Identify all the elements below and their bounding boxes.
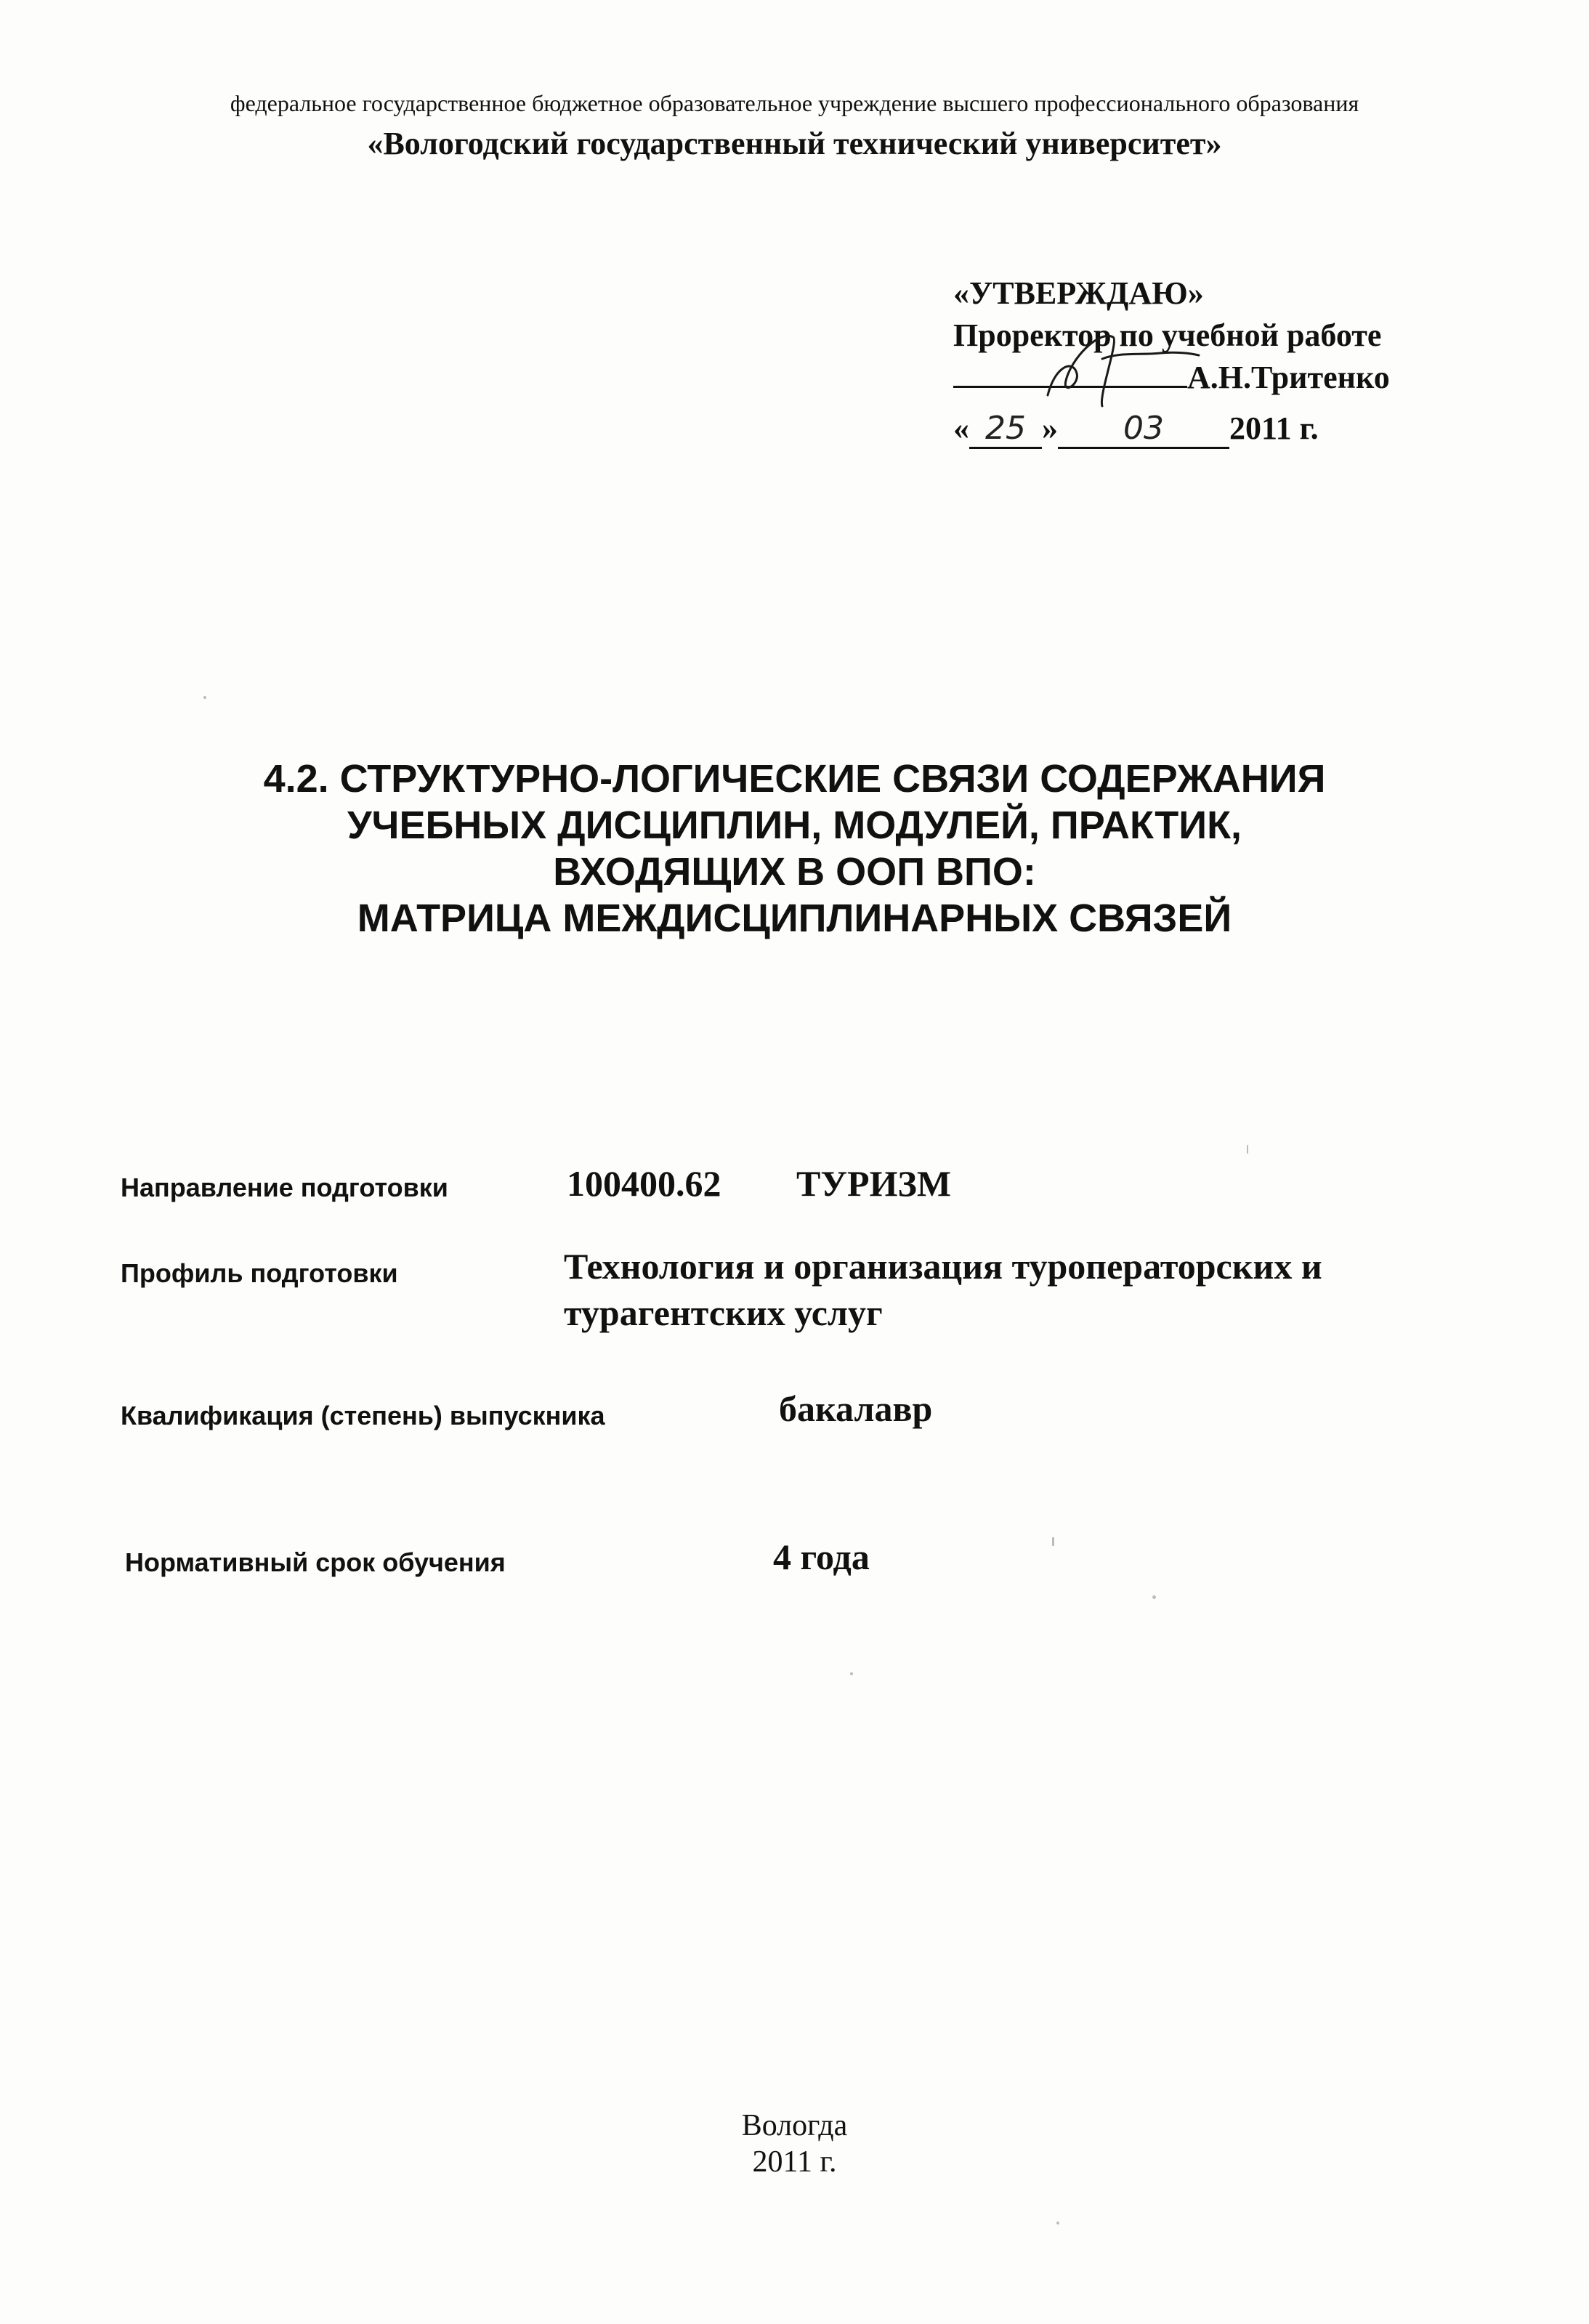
title-line-3: ВХОДЯЩИХ В ООП ВПО: (553, 850, 1036, 894)
approval-position: Проректор по учебной работе (953, 317, 1382, 353)
qualification-label: Квалификация (степень) выпускника (121, 1401, 605, 1430)
scan-speck (1152, 1595, 1156, 1599)
approver-name: А.Н.Тритенко (1187, 360, 1390, 395)
direction-label: Направление подготовки (121, 1173, 448, 1202)
document-title (0, 756, 1589, 942)
approval-signature-line (953, 359, 1390, 396)
date-month-slot (1058, 410, 1229, 449)
title-line-1: 4.2. СТРУКТУРНО-ЛОГИЧЕСКИЕ СВЯЗИ СОДЕРЖАНИЯ (263, 757, 1326, 801)
date-month: 03 (1123, 410, 1164, 447)
approval-heading: «УТВЕРЖДАЮ» (953, 275, 1204, 311)
date-close-quote: » (1042, 410, 1058, 446)
institution-name: «Вологодский государственный технический университет» (367, 126, 1222, 161)
scan-speck (1247, 1145, 1248, 1154)
institution-type: федеральное государственное бюджетное образовательное учреждение высшего профессионального образования (230, 90, 1359, 116)
direction-name: ТУРИЗМ (796, 1163, 952, 1204)
title-line-2: УЧЕБНЫХ ДИСЦИПЛИН, МОДУЛЕЙ, ПРАКТИК, (347, 803, 1242, 847)
scan-speck (1056, 2222, 1059, 2224)
profile-line-2: турагентских услуг (564, 1292, 883, 1333)
profile-line-1: Технология и организация туроператорских и (564, 1246, 1322, 1287)
date-open-quote: « (953, 410, 969, 446)
date-day: 25 (985, 410, 1026, 447)
profile-label: Профиль подготовки (121, 1258, 398, 1288)
qualification-value: бакалавр (779, 1388, 933, 1429)
scan-speck (850, 1672, 853, 1675)
handwritten-signature (1033, 315, 1200, 410)
title-line-4: МАТРИЦА МЕЖДИСЦИПЛИНАРНЫХ СВЯЗЕЙ (357, 896, 1232, 940)
duration-value: 4 года (773, 1536, 870, 1577)
approval-date (953, 410, 1319, 449)
date-year: 2011 г. (1229, 410, 1319, 446)
scan-speck (1052, 1537, 1054, 1546)
direction-code: 100400.62 (567, 1163, 721, 1204)
duration-label: Нормативный срок обучения (125, 1547, 506, 1577)
footer-year: 2011 г. (752, 2145, 837, 2179)
scan-speck (203, 696, 206, 699)
footer-city: Вологда (741, 2109, 848, 2142)
date-day-slot (969, 410, 1042, 449)
